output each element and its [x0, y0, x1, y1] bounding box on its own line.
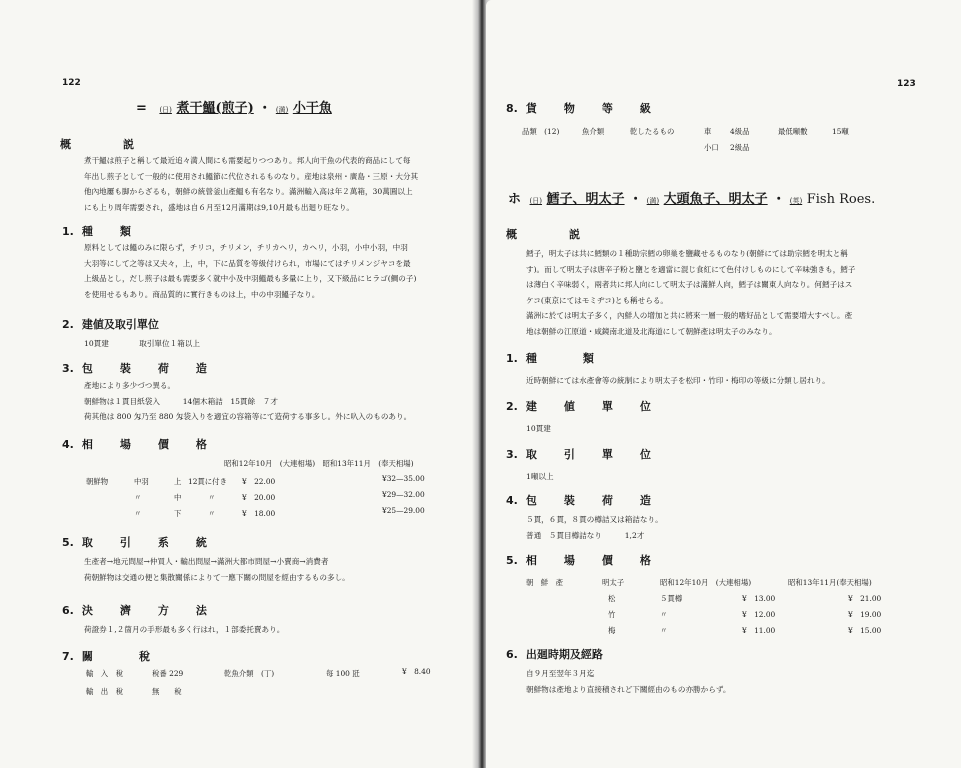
text-line: 1噸以上: [526, 472, 554, 481]
section-body: [84, 240, 416, 302]
table-cell: 輸 入 稅: [86, 669, 123, 678]
section-body: [84, 378, 411, 425]
title-jp-mark: (日): [529, 197, 543, 205]
price-table-header: 昭和12年10月 (大連相場) 昭和13年11月 (奉天相場): [224, 459, 414, 468]
table-cell: 品類 (12): [522, 127, 560, 136]
title-prefix: =: [136, 101, 147, 116]
overview-body: [84, 153, 418, 215]
section-heading: 2. 建値及取引單位: [62, 318, 159, 331]
table-cell: ¥25—29.00: [382, 506, 425, 515]
text-line: 大羽等にして之等は又夫々，上，中，下に品質を等級付けられ，市場にてはチリメンジヤコを最: [84, 258, 411, 268]
table-cell: ¥ 8.40: [402, 667, 431, 676]
right-page: [486, 0, 961, 768]
table-cell: 車: [704, 127, 712, 136]
section-heading: 1. 種 類: [506, 352, 602, 365]
table-cell: 昭和12年10月 (大連相場): [660, 578, 752, 587]
page-number: 122: [62, 78, 81, 88]
table-cell: ¥32—35.00: [382, 474, 425, 483]
table-cell: 無 稅: [152, 687, 182, 696]
table-cell: ５貫樽: [660, 594, 683, 603]
section-heading: 2. 建 値 單 位: [506, 400, 659, 413]
table-cell: 下: [174, 509, 182, 518]
title-man-mark: (満): [275, 106, 289, 114]
text-line: 荷其他は 800 匁乃至 880 匁袋入りを適宜の容箱等にて造荷する事多し。外に叺入のものあり。: [84, 412, 412, 421]
title-separator: ・: [629, 192, 643, 207]
text-line: 生產者→地元問屋→仲買人・輸出問屋→滿洲大都市問屋→小賣商→消費者: [84, 557, 329, 566]
text-line: 鱈子，明太子は共に鱈類の１種助宗鱈の卵巢を鹽藏せるものなり(朝鮮にては助宗鱈を明太と稱: [526, 249, 848, 258]
text-line: 荷證券１,２箇月の手形最も多く行はれ，１部委托賣あり。: [84, 625, 285, 634]
title-separator: ・: [772, 192, 786, 207]
title-man-name: 大頭魚子、明太子: [663, 192, 768, 207]
text-line: ５貫，６貫，８貫の樽詰又は箱詰なり。: [526, 515, 663, 524]
text-line: ケコ(東京にてはモミヂコ)とも稱せらる。: [526, 295, 669, 305]
table-cell: 〃: [134, 493, 142, 502]
table-cell: 〃: [660, 626, 668, 635]
title-man-name: 小干魚: [292, 101, 332, 116]
text-line: 煮干鰮は煎子と稱して最近追々満人間にも需要起りつつあり。邦人向干魚の代表的商品にして每: [84, 156, 411, 165]
title-en-mark: (英): [789, 197, 803, 205]
table-cell: 最低噸數: [778, 127, 808, 136]
text-line: 年出し煎子として一般的に使用され鰮節に代位されるものなり。産地は泉州・廣島・三原・大分其: [84, 171, 419, 181]
text-line: 近時朝鮮にては水產會等の統制により明太子を松印・竹印・梅印の等級に分類し居れり。: [526, 376, 830, 385]
text-line: 10貫建 取引單位１箱以上: [84, 339, 200, 348]
table-cell: ¥ 15.00: [848, 626, 882, 635]
table-cell: ¥29—32.00: [382, 490, 425, 499]
section-heading: 6. 決 濟 方 法: [62, 604, 215, 617]
text-line: 上級品とし，だし煎子は最も需要多く就中小及中羽鰮最も多量に上り，又下級品にヒラゴ(鯛の子): [84, 274, 417, 283]
page-title: [136, 97, 332, 116]
table-cell: 朝 鮮 產: [526, 578, 563, 587]
table-cell: ¥ 22.00: [242, 477, 276, 486]
text-line: にも上り周年需要され，盛地は自６月至12月滿期は9,10月最も出廻り旺なり。: [84, 202, 355, 212]
table-cell: 輸 出 稅: [86, 687, 123, 696]
text-line: 朝鮮物は１貫目紙袋入 14個木箱詰 15貫餘 ７才: [84, 396, 278, 406]
table-cell: 每 100 瓩: [326, 669, 360, 678]
table-cell: 中羽: [134, 477, 149, 486]
table-cell: 上: [174, 477, 182, 486]
table-cell: 〃: [660, 610, 668, 619]
page-title: [508, 188, 875, 207]
text-line: は薄白く辛味弱く，兩者共に邦人向にして明太子は滿鮮人向，鱈子は關東人向なり。何鱈子はス: [526, 280, 853, 289]
table-cell: ¥ 19.00: [848, 610, 882, 619]
title-man-mark: (満): [646, 197, 660, 205]
table-cell: ¥ 21.00: [848, 594, 882, 603]
text-line: 荷朝鮮物は交通の便と集散關係によりて一應下關の問屋を經由するもの多し。: [84, 572, 350, 582]
section-heading: 8. 貨 物 等 級: [506, 102, 659, 115]
text-line: 產地により多少づつ異る。: [84, 381, 176, 390]
section-heading: 6. 出廻時期及經路: [506, 648, 603, 661]
text-line: 普通 ５貫目樽詰なり 1,2才: [526, 530, 645, 540]
table-cell: 明太子: [602, 578, 625, 587]
section-body: [526, 512, 663, 543]
table-cell: 松: [608, 594, 616, 603]
section-body: [526, 666, 730, 697]
text-line: 自９月至翌年３月迄: [526, 669, 595, 678]
section-heading: 4. 包 裝 荷 造: [506, 494, 659, 507]
table-cell: 竹: [608, 610, 616, 619]
section-heading: 3. 包 裝 荷 造: [62, 362, 215, 375]
table-cell: ¥ 12.00: [742, 610, 776, 619]
left-page: [0, 0, 478, 768]
table-cell: ¥ 20.00: [242, 493, 276, 502]
section-heading: 5. 相 場 價 格: [506, 554, 659, 567]
text-line: 原料としては鰮のみに限らず，チリコ，チリメン，チリカヘリ，カヘリ，小羽，小中小羽，中羽: [84, 243, 408, 252]
section-heading: 7. 關 稅: [62, 650, 158, 663]
text-line: 地は朝鮮の江原道・咸鏡南北道及北海道にして朝鮮產は明太子のみなり。: [526, 326, 777, 336]
section-heading: 5. 取 引 系 統: [62, 536, 215, 549]
table-cell: ¥ 18.00: [242, 509, 276, 518]
overview-heading: 概 説: [506, 228, 590, 241]
title-separator: ・: [258, 101, 272, 116]
title-en-name: Fish Roes.: [806, 192, 876, 207]
section-heading: 3. 取 引 單 位: [506, 448, 659, 461]
table-cell: 〃: [134, 509, 142, 518]
section-heading: 1. 種 類: [62, 225, 139, 238]
text-line: を使用せるもあり。商品質的に實行きものは上，中の中羽鰮子なり。: [84, 289, 320, 299]
table-cell: 乾したるもの: [630, 127, 675, 136]
table-cell: ¥ 11.00: [742, 626, 776, 635]
table-cell: 乾魚介類 (丁): [224, 669, 275, 678]
title-jp-name: 煮干鰮(煎子): [176, 101, 254, 116]
text-line: 10貫建: [526, 424, 551, 433]
table-cell: 中: [174, 493, 182, 502]
page-number: 123: [897, 79, 916, 89]
overview-body: [526, 246, 856, 339]
title-prefix: ホ: [508, 192, 522, 207]
section-heading: 4. 相 場 價 格: [62, 438, 215, 451]
table-cell: 昭和13年11月(奉天相場): [788, 578, 872, 587]
table-cell: 2級品: [730, 143, 750, 152]
text-line: 滿洲に於ては明太子多く，內鮮人の增加と共に將來一層一般的嗜好品として需要増大すべし。產: [526, 311, 853, 320]
section-body: [84, 554, 350, 585]
table-cell: 魚介類: [582, 127, 605, 136]
table-cell: 梅: [608, 626, 616, 635]
text-line: す)。而して明太子は唐辛子粉と鹽とを適當に混じ食紅にて色付けしものにして辛味強きも，鱈子: [526, 264, 856, 274]
table-cell: 12貫に付き: [188, 477, 227, 486]
table-cell: 〃: [208, 493, 216, 502]
overview-heading: 概 説: [60, 138, 144, 151]
table-cell: 15噸: [832, 127, 849, 136]
table-cell: 小口: [704, 143, 719, 152]
title-jp-mark: (日): [159, 106, 172, 114]
table-cell: 4級品: [730, 127, 750, 136]
table-cell: 朝鮮物: [86, 477, 109, 486]
text-line: 朝鮮物は產地より直接積されど下關經由のもの亦勝からず。: [526, 684, 731, 694]
table-cell: ¥ 13.00: [742, 594, 776, 603]
text-line: 他內地屢も脚からざるも，朝鮮の統營釜山產鰮も有名なり。滿洲輸入高は年２萬箱，30萬圓以上: [84, 187, 413, 196]
table-cell: 稅番 229: [152, 669, 184, 678]
title-jp-name: 鱈子、明太子: [546, 192, 625, 207]
table-cell: 〃: [208, 509, 216, 518]
